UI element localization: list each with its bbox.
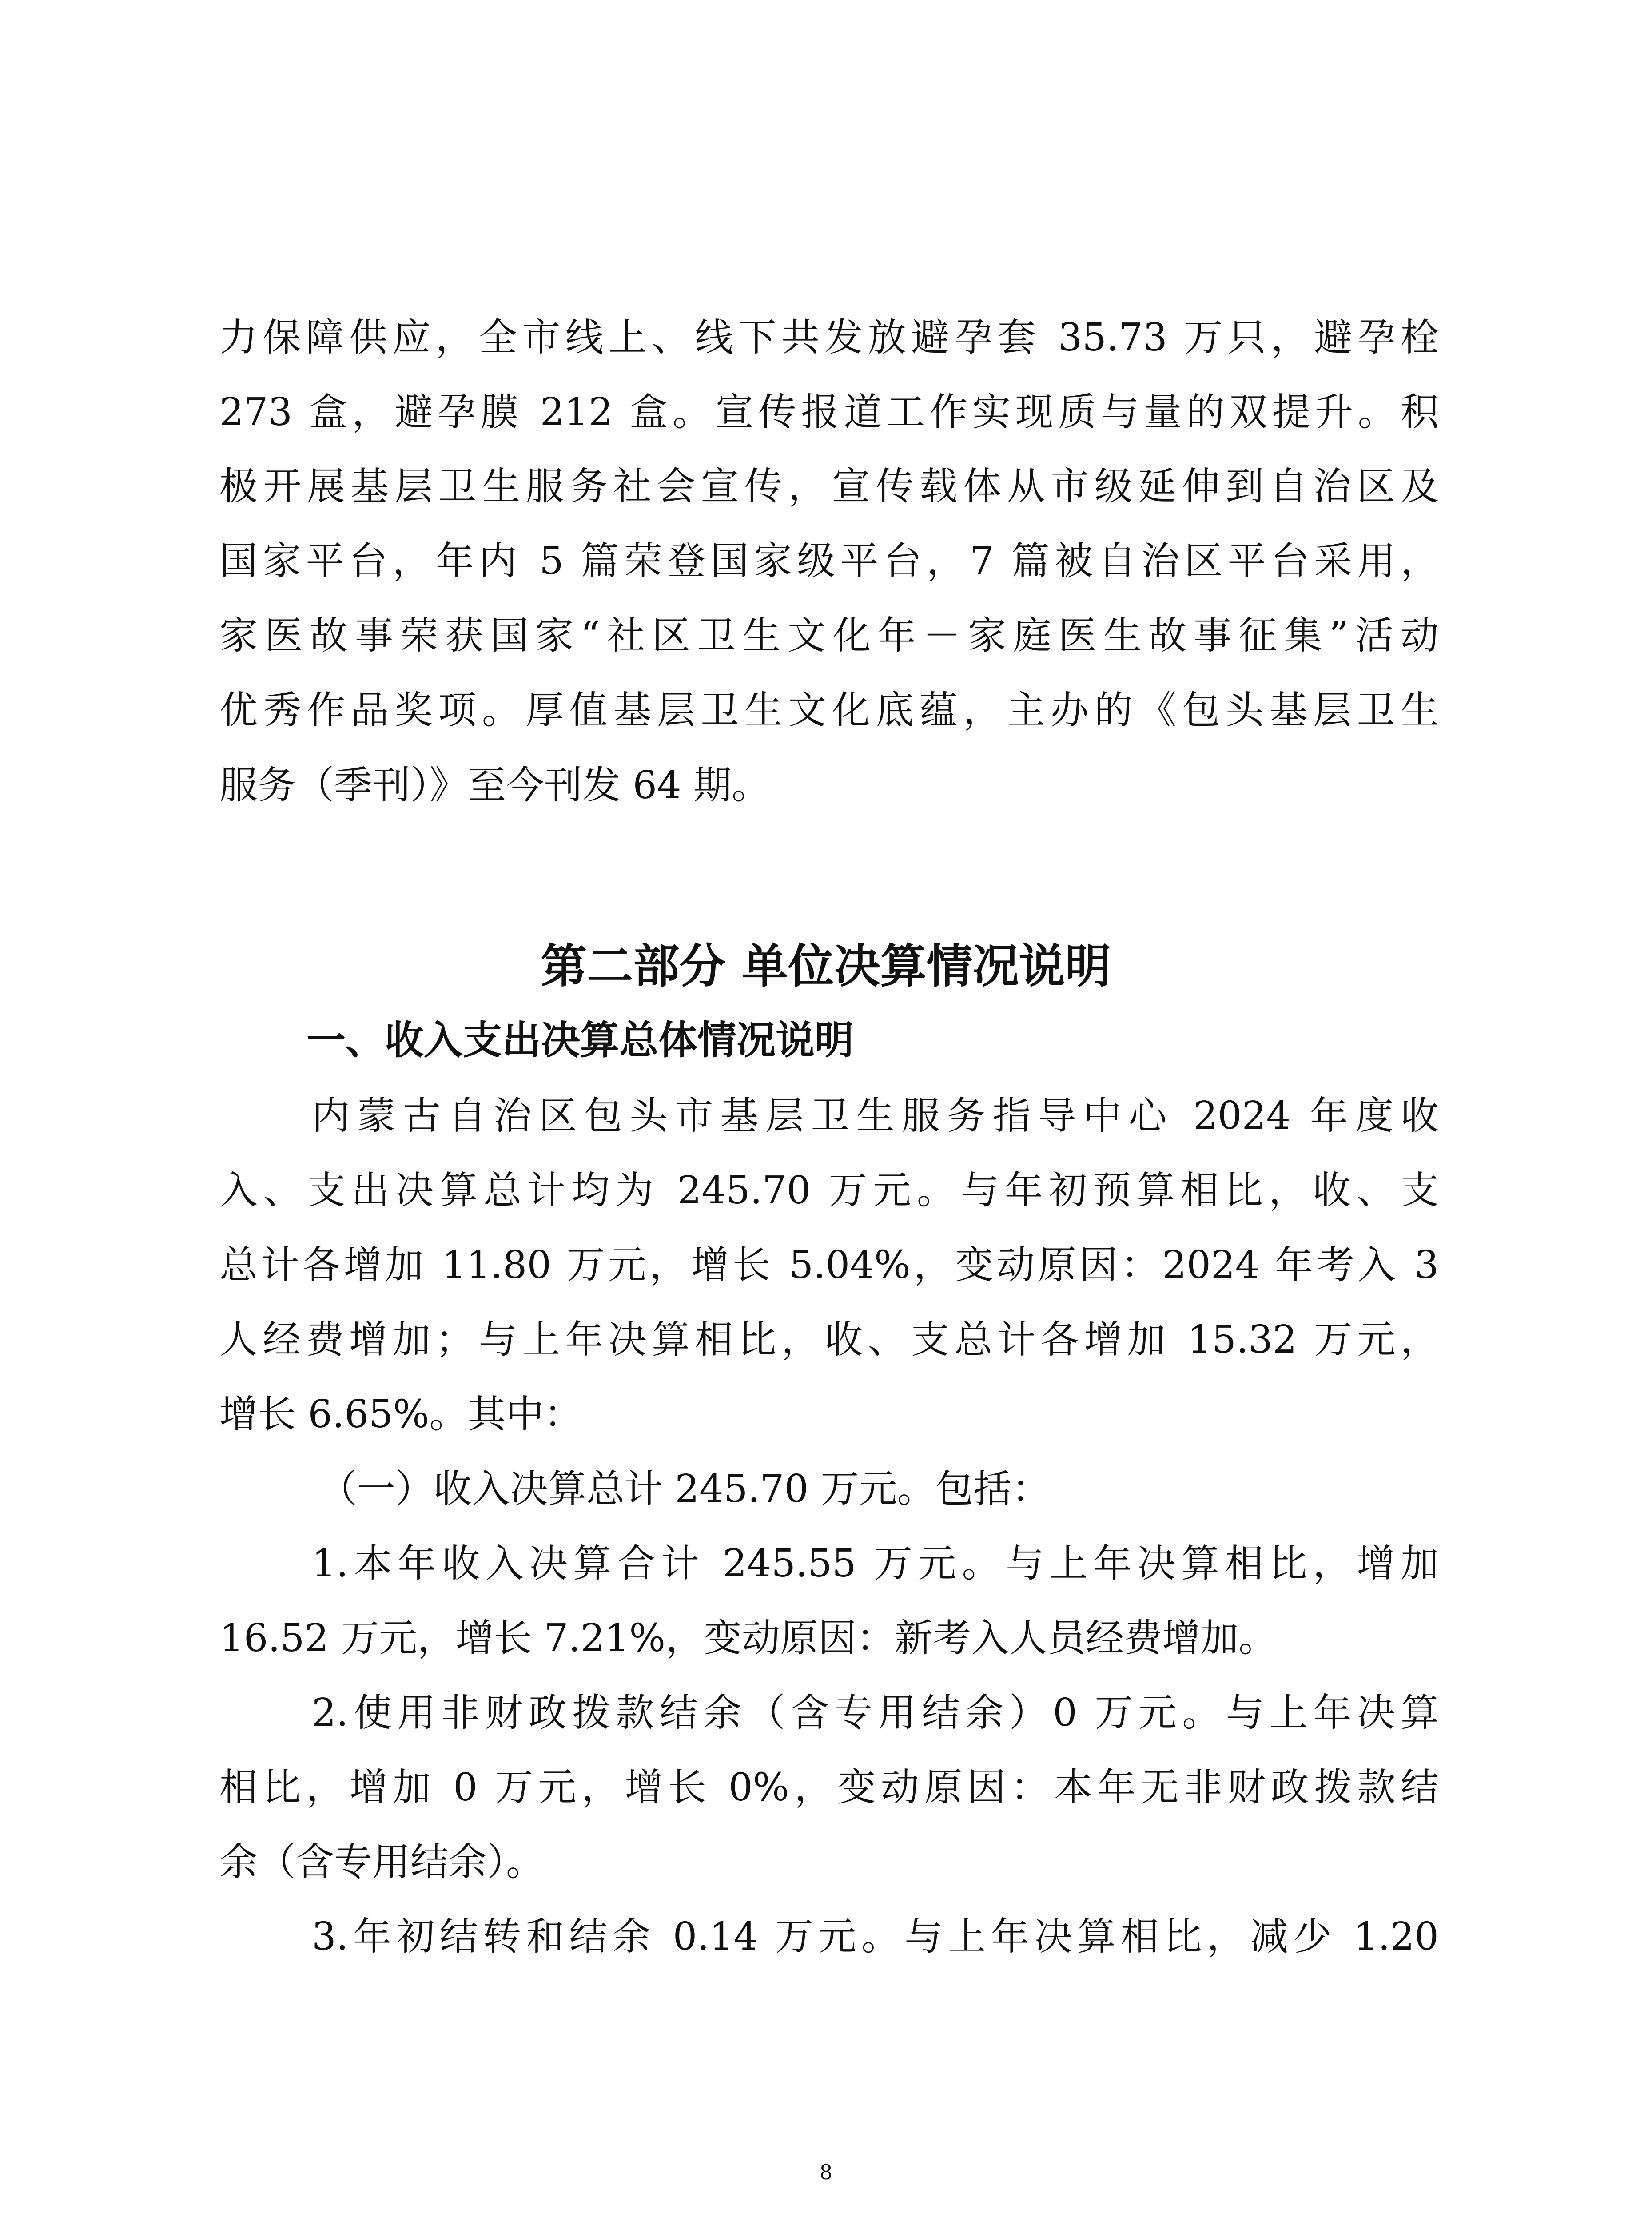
paragraph-line: 273 盒，避孕膜 212 盒。宣传报道工作实现质与量的双提升。积 — [219, 390, 1439, 434]
paragraph-line: 相比，增加 0 万元，增长 0%，变动原因：本年无非财政拨款结 — [219, 1765, 1439, 1810]
paragraph-line: 力保障供应，全市线上、线下共发放避孕套 35.73 万只，避孕栓 — [219, 315, 1439, 360]
paragraph-line: 入、支出决算总计均为 245.70 万元。与年初预算相比，收、支 — [219, 1168, 1439, 1213]
page-number: 8 — [819, 2160, 833, 2184]
paragraph-line: 优秀作品奖项。厚值基层卫生文化底蕴，主办的《包头基层卫生 — [219, 688, 1439, 732]
paragraph-line: 内蒙古自治区包头市基层卫生服务指导中心 2024 年度收 — [312, 1094, 1439, 1138]
paragraph-line: 1.本年收入决算合计 245.55 万元。与上年决算相比，增加 — [312, 1541, 1439, 1586]
section-title: 一、收入支出决算总体情况说明 — [307, 1017, 854, 1063]
paragraph-line: 余（含专用结余）。 — [219, 1840, 544, 1884]
paragraph-line: 国家平台，年内 5 篇荣登国家级平台，7 篇被自治区平台采用， — [219, 539, 1439, 583]
paragraph-line: 增长 6.65%。其中： — [219, 1392, 582, 1437]
paragraph-line: 服务（季刊）》至今刊发 64 期。 — [219, 763, 770, 808]
paragraph-line: 2.使用非财政拨款结余（含专用结余）0 万元。与上年决算 — [312, 1691, 1439, 1735]
paragraph-line: 总计各增加 11.80 万元，增长 5.04%，变动原因：2024 年考入 3 — [219, 1243, 1439, 1287]
paragraph-line: 极开展基层卫生服务社会宣传，宣传载体从市级延伸到自治区及 — [219, 464, 1439, 509]
part-title: 第二部分 单位决算情况说明 — [541, 939, 1111, 993]
paragraph-line: 3.年初结转和结余 0.14 万元。与上年决算相比，减少 1.20 — [312, 1915, 1439, 1959]
paragraph-line: 家医故事荣获国家“社区卫生文化年－家庭医生故事征集”活动 — [219, 613, 1439, 658]
paragraph-line: 人经费增加；与上年决算相比，收、支总计各增加 15.32 万元， — [219, 1317, 1439, 1362]
paragraph-line: 16.52 万元，增长 7.21%，变动原因：新考入人员经费增加。 — [219, 1616, 1277, 1660]
income-heading: （一）收入决算总计 245.70 万元。包括： — [319, 1467, 1050, 1511]
